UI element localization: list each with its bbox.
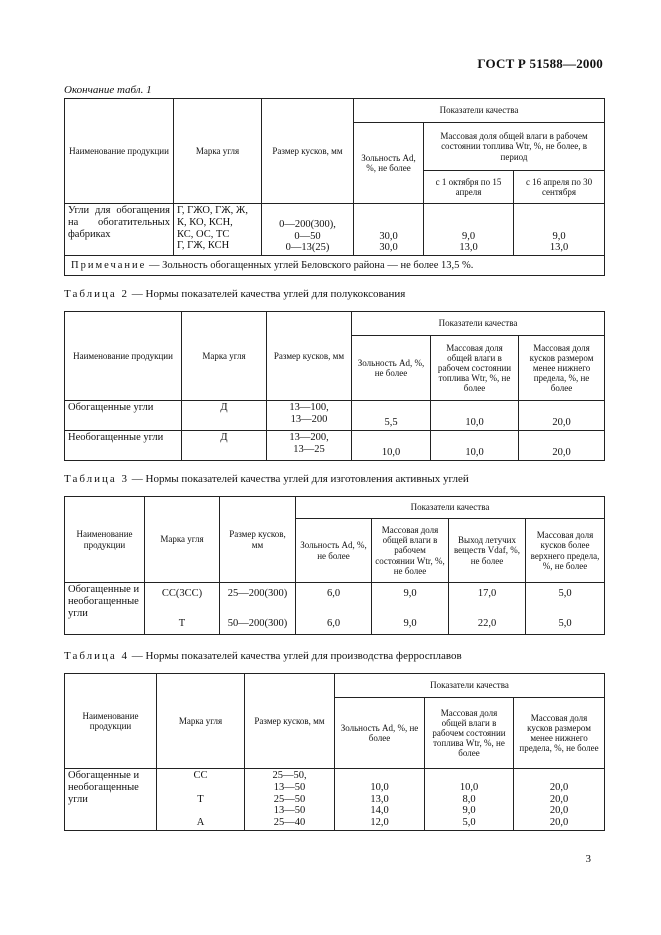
t1-h-period1: с 1 октября по 15 апреля [424,171,514,204]
t1-note-text: — Зольность обогащенных углей Беловского района — не более 13,5 %. [146,259,474,271]
t1-h-period2: с 16 апреля по 30 сентября [514,171,605,204]
t4-h-brand: Марка угля [157,674,245,769]
t3-r2-size: 50—200(300) [227,617,288,629]
table3-caption-text: — Нормы показателей качества углей для изготовления активных углей [129,473,469,485]
t2-r1-brand: Д [182,401,267,431]
t4-fines-1 [517,770,601,782]
table3-caption-label: Таблица 3 [64,473,130,485]
t4-ash-5: 12,0 [370,817,389,828]
t3-h-fines: Массовая доля кусков более верхнего предела, %, не более [526,519,605,583]
t1-ash-2: 30,0 [379,242,398,254]
table4-caption-text: — Нормы показателей качества углей для производства ферросплавов [129,650,462,662]
t3-h-ash: Зольность Ad, %, не более [296,519,372,583]
t1-product: Угли для обогащения на обогатительных фабриках [65,204,174,256]
t1-size-3: 0—13(25) [285,242,330,254]
t4-moisture-2: 10,0 [459,781,479,793]
t3-r1-brand: СС(3СС) [161,587,203,599]
t1-ash [354,204,424,256]
t3-r2-fines: 5,0 [558,617,572,629]
t1-size-2: 0—50 [294,230,321,242]
t2-h-brand: Марка угля [182,312,267,401]
t1-h-product: Наименование продукции [65,99,174,204]
table-2 [64,311,605,461]
t2-r1-size [267,401,352,431]
t3-r2-moisture: 9,0 [403,617,417,629]
t1-h-ash: Зольность Ad, %, не более [354,123,424,204]
table-1-end [64,98,605,276]
t2-r1-size-1: 13—100, [289,402,329,413]
t3-moisture [372,583,449,635]
t3-fines [526,583,605,635]
t4-brands [157,769,245,831]
t2-h-ash: Зольность Ad, %, не более [352,336,431,401]
t4-moisture-3: 8,0 [462,793,476,805]
t1-m1-2: 13,0 [459,242,478,254]
t2-h-moisture: Массовая доля общей влаги в рабочем состоянии топлива Wtr, %, не более [431,336,519,401]
t4-sizes [245,769,335,831]
table-4 [64,673,605,831]
t3-h-moisture: Массовая доля общей влаги в рабочем состоянии Wtr, %, не более [372,519,449,583]
t3-product: Обогащенные и необогащенные угли [65,583,145,635]
page-number: 3 [585,853,591,865]
t4-ash-3: 13,0 [370,793,389,805]
t4-ash-4: 14,0 [370,805,389,817]
t2-r2-moisture: 10,0 [431,431,519,461]
t1-m1 [424,204,514,256]
t3-h-quality: Показатели качества [296,497,605,519]
t3-h-product: Наименование продукции [65,497,145,583]
t4-brand-1: СС [193,770,208,781]
t1-m2 [514,204,605,256]
t4-h-moisture: Массовая доля общей влаги в рабочем состоянии топлива Wtr, %, не более [425,698,514,769]
t2-r2-product: Необогащенные угли [65,431,182,461]
t3-r2-ash: 6,0 [326,617,341,629]
t1-m1-1: 9,0 [461,230,476,242]
t4-fines-2: 20,0 [549,781,569,793]
t4-size-5: 25—40 [273,817,306,828]
t1-sizes [262,204,354,256]
t4-moisture-5: 5,0 [462,817,476,828]
t2-r2-ash: 10,0 [352,431,431,461]
t4-brand-5: А [196,817,205,828]
t4-ash-1 [338,770,421,782]
t3-ash [296,583,372,635]
t4-ash [335,769,425,831]
t4-h-size: Размер кусков, мм [245,674,335,769]
t2-h-size: Размер кусков, мм [267,312,352,401]
t3-brands [145,583,220,635]
t4-size-2: 13—50 [273,781,306,793]
t3-r1-volatile: 17,0 [477,587,497,599]
t1-h-moisture: Массовая доля общей влаги в рабочем состоянии топлива Wtr, %, не более, в период [424,123,605,171]
t1-h-quality: Показатели качества [354,99,605,123]
t2-r2-size-2: 13—25 [293,443,325,455]
t3-h-size: Размер кусков, мм [220,497,296,583]
t3-r1-size: 25—200(300) [227,587,288,599]
t4-h-quality: Показатели качества [335,674,605,698]
t4-brand-4 [160,805,241,817]
t2-r1-product: Обогащенные угли [65,401,182,431]
t3-r2-brand: Т [178,617,186,629]
t4-fines [514,769,605,831]
t1-h-brand: Марка угля [174,99,262,204]
t4-size-3: 25—50 [273,793,306,805]
t3-sizes [220,583,296,635]
t1-size-1: 0—200(300), [279,218,336,230]
t4-ash-2: 10,0 [370,781,389,793]
t4-moisture [425,769,514,831]
t4-moisture-1 [428,770,510,782]
t4-size-4: 13—50 [273,805,306,817]
t4-h-ash: Зольность Ad, %, не более [335,698,425,769]
table4-caption [64,650,462,662]
t4-h-fines: Массовая доля кусков размером менее нижнего предела, %, не более [514,698,605,769]
t2-r1-ash: 5,5 [352,401,431,431]
t1-note-label: Примечание [71,259,147,271]
t2-r1-moisture: 10,0 [431,401,519,431]
t2-h-quality: Показатели качества [352,312,605,336]
t1-m2-2: 13,0 [549,242,569,254]
t3-r2-volatile: 22,0 [477,617,497,629]
t1-brand-4: Г, ГЖ, КСН [177,240,230,252]
t1-h-size: Размер кусков, мм [262,99,354,204]
t3-volatile [449,583,526,635]
t4-product: Обогащенные и необогащенные угли [65,769,157,831]
t2-r2-fines: 20,0 [519,431,605,461]
t3-r1-ash: 6,0 [326,587,341,599]
t1-brand-1: Г, ГЖО, ГЖ, Ж, [177,205,248,216]
t2-h-product: Наименование продукции [65,312,182,401]
t3-h-volatile: Выход летучих веществ Vdaf, %, не более [449,519,526,583]
t4-fines-5: 20,0 [549,817,569,828]
t1-m2-1: 9,0 [552,230,566,242]
t1-brand-2: К, КО, КСН, [177,216,233,228]
t4-h-product: Наименование продукции [65,674,157,769]
t2-r1-size-2: 13—200 [290,413,328,425]
t1-ash-1: 30,0 [379,230,398,242]
t1-brand-3: КС, ОС, ТС [177,228,230,240]
t4-fines-4: 20,0 [549,805,569,817]
table4-caption-label: Таблица 4 [64,650,130,662]
t4-fines-3: 20,0 [549,793,569,805]
table2-caption-label: Таблица 2 [64,288,130,300]
t3-r1-fines: 5,0 [558,587,572,599]
t4-moisture-4: 9,0 [462,805,476,817]
t4-brand-2 [160,782,241,794]
standard-header: ГОСТ Р 51588—2000 [477,56,603,71]
t2-r2-size [267,431,352,461]
table3-caption [64,473,469,485]
t3-r1-moisture: 9,0 [403,587,417,599]
t2-r2-brand: Д [182,431,267,461]
table2-caption-text: — Нормы показателей качества углей для полукоксования [129,288,406,300]
table1-continuation-caption: Окончание табл. 1 [64,84,152,96]
table2-caption [64,288,405,300]
table-3 [64,496,605,635]
t2-r2-size-1: 13—200, [289,432,329,443]
t4-size-1: 25—50, [272,770,307,781]
t2-r1-fines: 20,0 [519,401,605,431]
t4-brand-3: Т [197,793,204,805]
t1-note [65,256,605,276]
t2-h-fines: Массовая доля кусков размером менее нижнего предела, %, не более [519,336,605,401]
t3-h-brand: Марка угля [145,497,220,583]
t1-brands [174,204,262,256]
